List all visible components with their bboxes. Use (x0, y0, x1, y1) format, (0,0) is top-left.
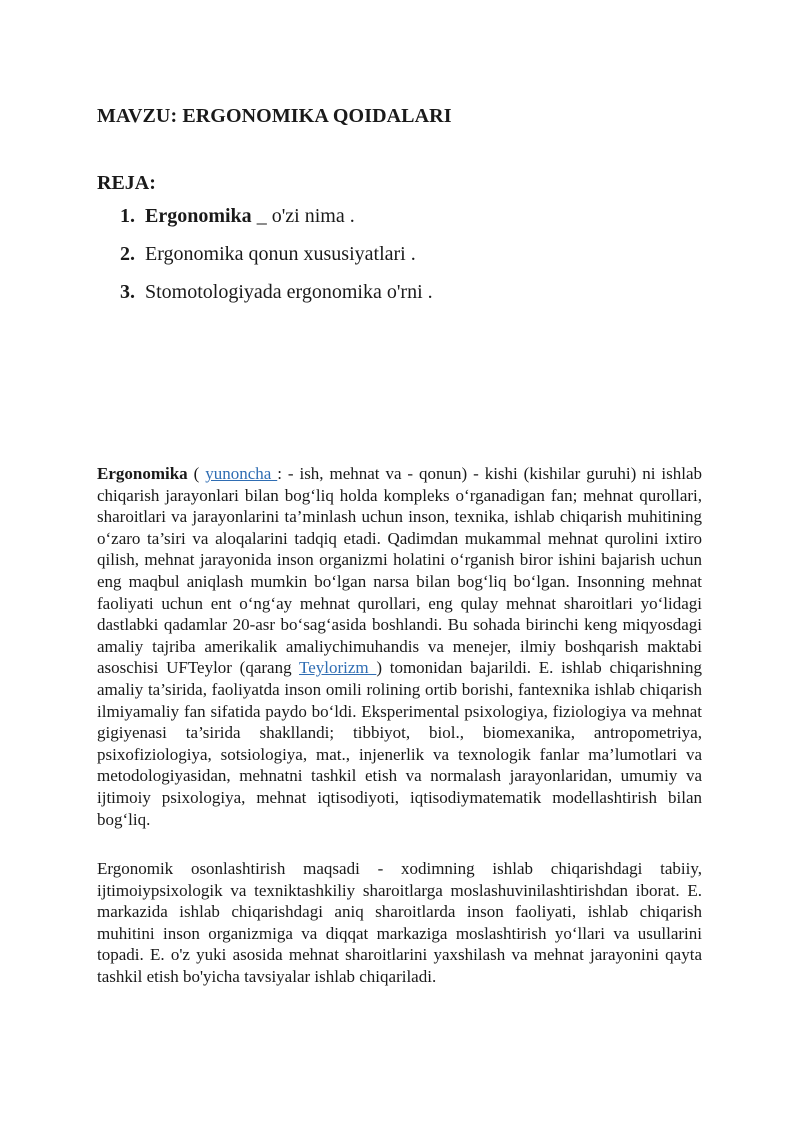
plan-item-number: 3. (120, 281, 135, 303)
paragraph-purpose: Ergonomik osonlashtirish maqsadi - xodimning ishlab chiqarishdagi tabiiy, ijtimoiypsixologik va texniktashkiliy sharoitlarga moslashuvinilashtirishdan iborat. E. markazida ishlab chiqarishdagi aniq sharoitlarda inson faoliyati, ishlab chiqarish muhitini inson organizmiga va diqqat markaziga moslashtirish yo‘llari va usullarini topadi. E. o'z yuki asosida mehnat sharoitlarini yaxshilash va mehnat jarayonini qayta tashkil etish bo'yicha tavsiyalar ishlab chiqariladi. (97, 859, 702, 986)
plan-item-text: Stomotologiyada ergonomika o'rni . (145, 281, 433, 303)
definition-term: Ergonomika (97, 464, 188, 483)
paragraph-definition (97, 463, 702, 830)
plan-list (120, 203, 433, 317)
yunoncha-link[interactable]: yunoncha (205, 464, 278, 483)
plan-item-number: 1. (120, 205, 135, 227)
plan-item (120, 279, 433, 317)
plan-item (120, 241, 433, 279)
plan-item-number: 2. (120, 243, 135, 265)
paragraph-text-segment: ( (187, 464, 206, 483)
document-title: MAVZU: ERGONOMIKA QOIDALARI (97, 105, 452, 127)
plan-item-text: Ergonomika qonun xususiyatlari . (145, 243, 416, 265)
plan-item-text: _ o'zi nima . (251, 205, 355, 227)
teylorizm-link[interactable]: Teylorizm (299, 658, 377, 678)
plan-heading: REJA: (97, 172, 156, 194)
paragraph-text-segment: : - ish, mehnat va - qonun) - kishi (kishilar guruhi) ni ishlab chiqarish jarayonlari bilan bog‘liq holda kompleks o‘rganadigan fan; mehnat qurollari, sharoitlari va jarayonlarini ta’minlash uchun inson, texnika, ishlab chiqarish muhitining o‘zaro ta’siri va aloqalarini tadqiq etadi. Qadimdan mukammal mehnat qurolini ixtiro qilish, mehnat jarayonida inson organizmi holatini o‘rganish biror ishini bajarish uchun eng maqbul aniqlash mumkin bo‘lgan narsa bilan bog‘liq bo‘lgan. Insonning mehnat faoliyati uchun ent o‘ng‘ay mehnat qurollari, eng qulay mehnat sharoitlari yo‘lidagi dastlabki qadamlar 20-asr bo‘sag‘asida boshlandi. Bu sohada birinchi keng miqyosdagi amaliy tajriba amerikalik amaliychimuhandis va menejer, ilmiy boshqarish maktabi asoschisi UFTeylor (qarang (97, 464, 702, 678)
plan-item-bold-term: Ergonomika (145, 205, 252, 227)
paragraph-text-segment: ) tomonidan bajarildi. E. ishlab chiqarishning amaliy ta’sirida, faoliyatda inson omili rolining ortib borishi, fantexnika ishlab chiqarish ilmiyamaliy fan sifatida paydo bo‘ldi. Eksperimental psixologiya, fiziologiya va mehnat gigiyenasi ta’sirida shakllandi; tibbiyot, biol., biomexanika, antropometriya, psixofiziologiya, sotsiologiya, mat., injenerlik va texnologik fanlar ma’lumotlari va metodologiyasidan, mehnatni tashkil etish va normalash jarayonlaridan, umumiy va ijtimoiy psixologiya, mehnat iqtisodiyoti, iqtisodiymatematik modellashtirish bilan bog‘liq. (97, 658, 702, 829)
plan-item (120, 203, 433, 241)
